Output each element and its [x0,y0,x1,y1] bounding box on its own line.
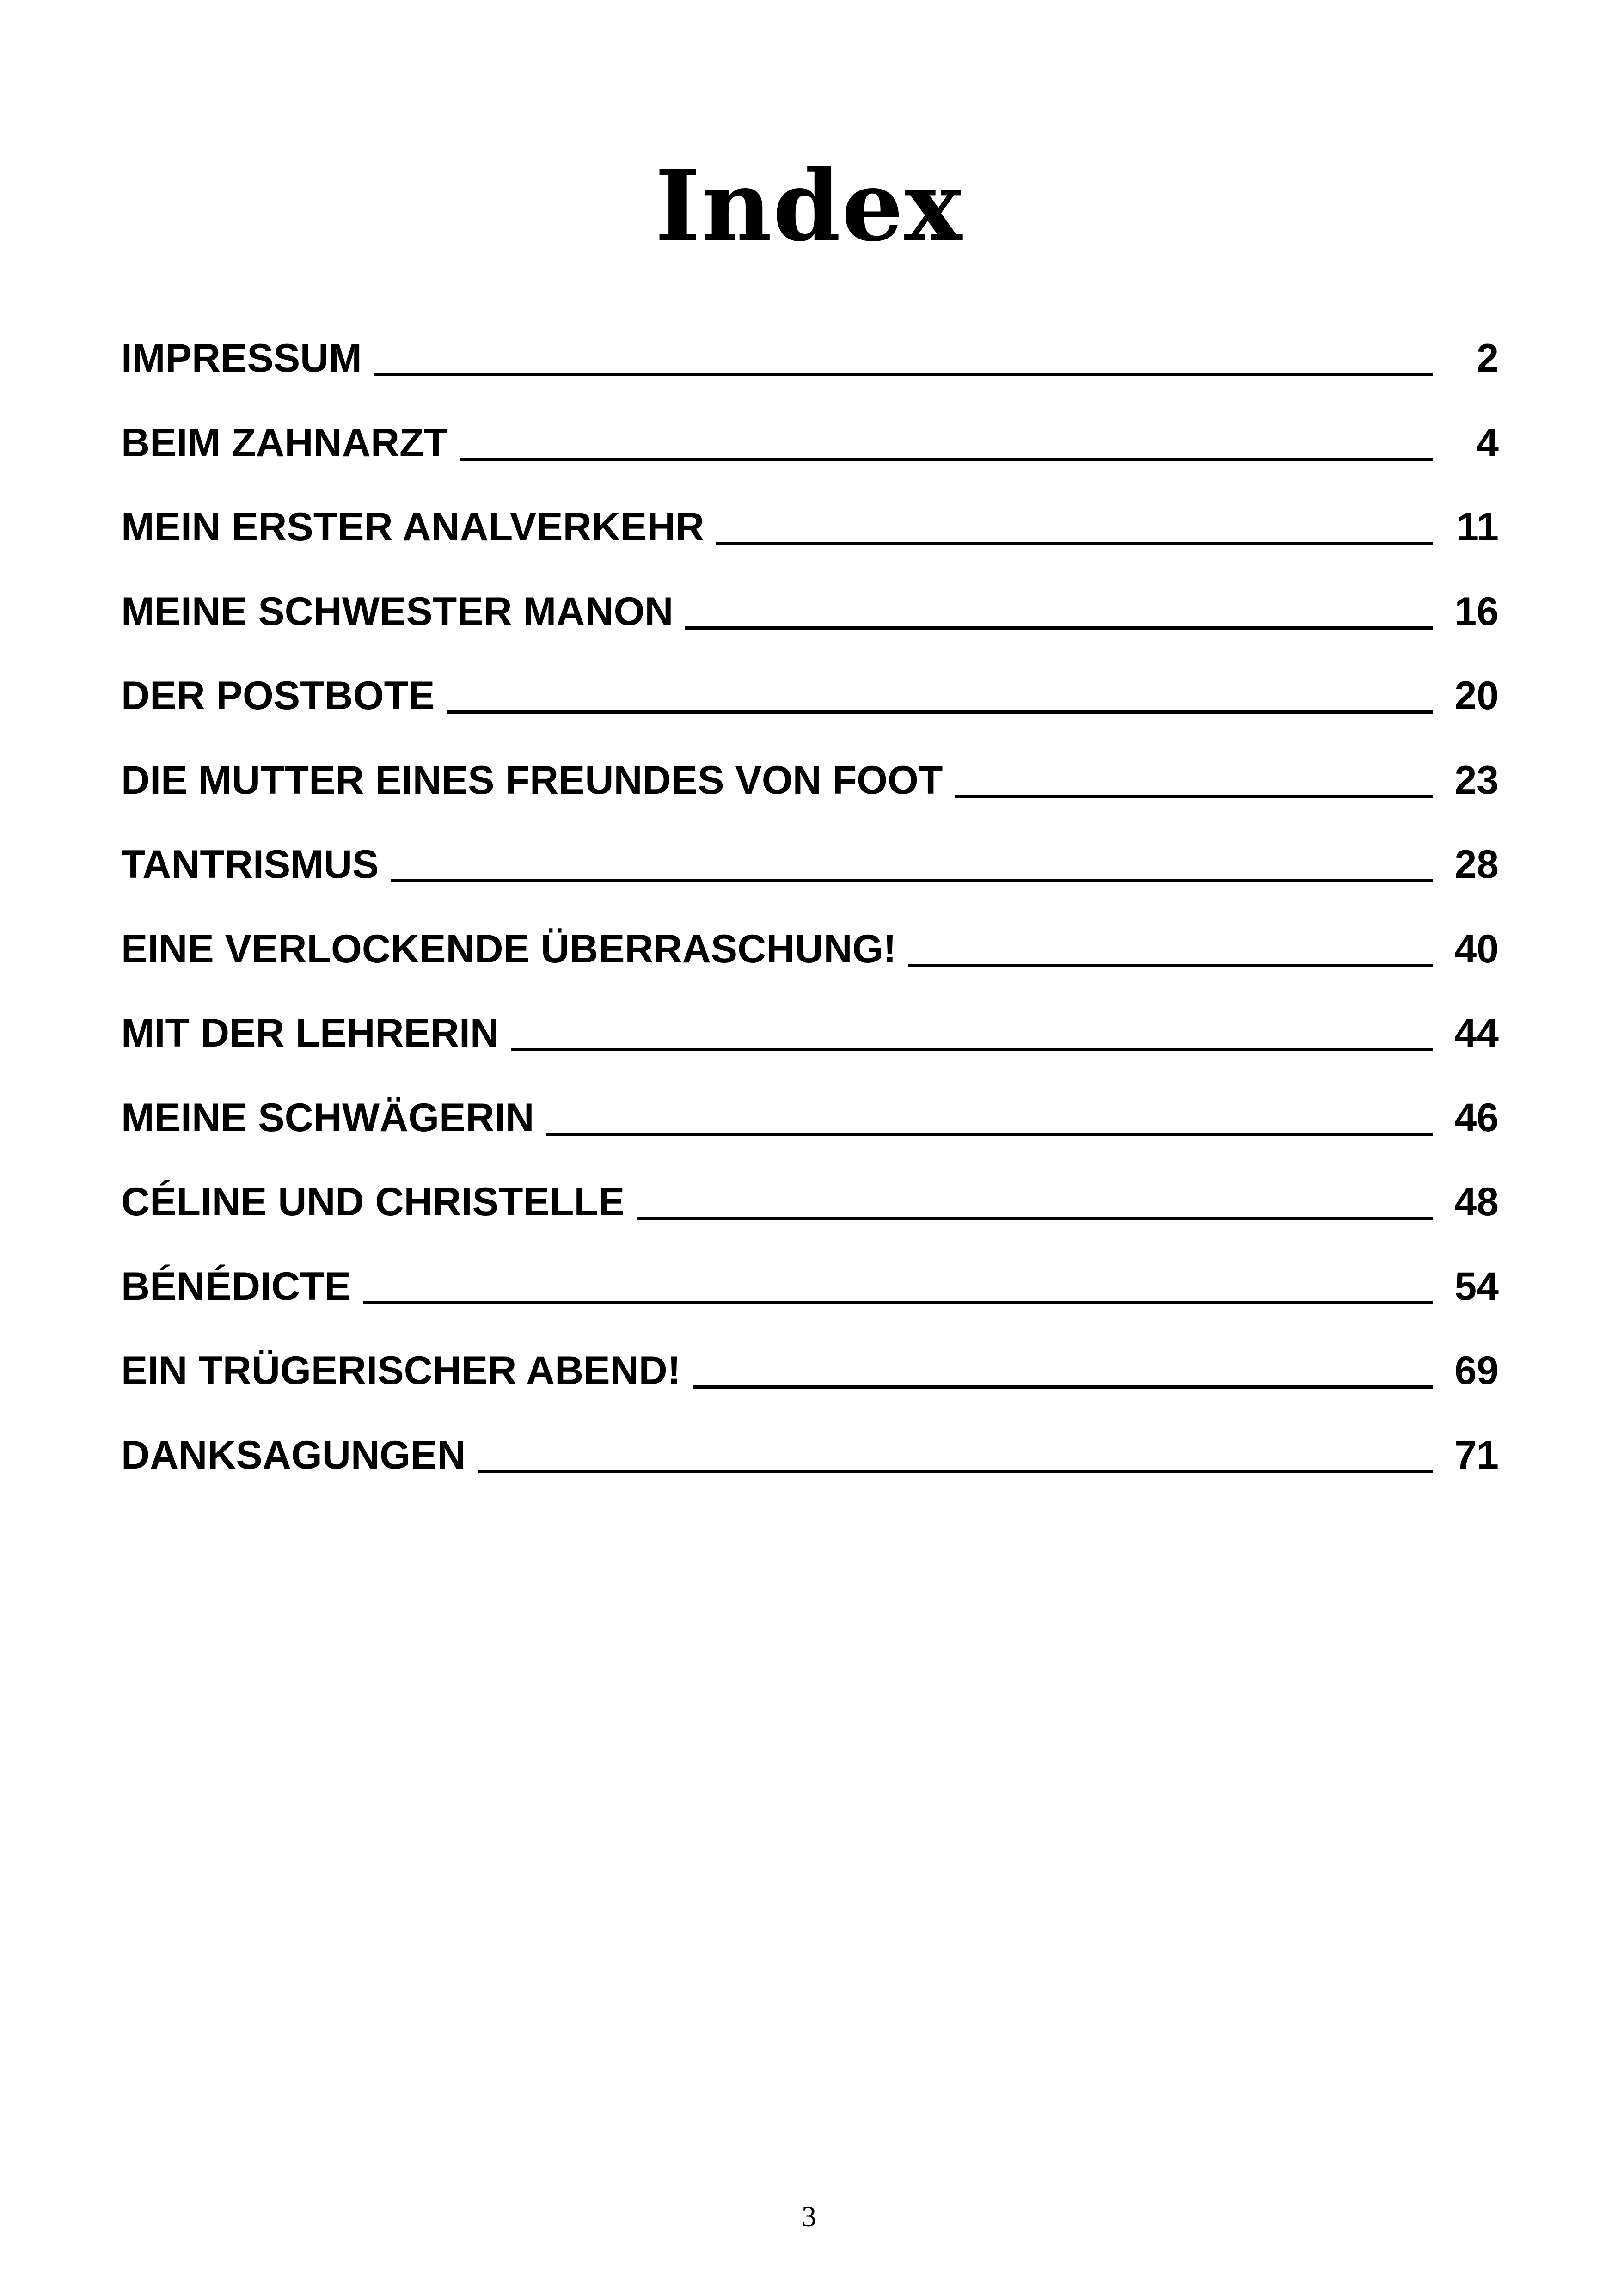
toc-entry-title: BEIM ZAHNARZT [121,420,448,465]
toc-entry-title: DER POSTBOTE [121,673,435,718]
toc-entry[interactable] [121,1008,1499,1092]
toc-entry[interactable] [121,839,1499,924]
toc-entry-page: 48 [1454,1180,1499,1224]
toc-entry[interactable] [121,417,1499,502]
toc-entry-page: 16 [1454,589,1499,634]
toc-entry[interactable] [121,1092,1499,1177]
toc-leader-line [511,1048,1433,1051]
toc-entry-title: MEIN ERSTER ANALVERKEHR [121,505,705,549]
toc-entry-page: 2 [1477,336,1499,380]
toc-entry[interactable] [121,1261,1499,1346]
toc-entry-page: 4 [1477,420,1499,465]
toc-entry-page: 46 [1454,1095,1499,1140]
table-of-contents [121,333,1499,1514]
toc-leader-line [374,373,1433,376]
toc-entry-title: EIN TRÜGERISCHER ABEND! [121,1348,681,1393]
toc-entry-title: MEINE SCHWÄGERIN [121,1095,534,1140]
toc-entry-title: IMPRESSUM [121,336,362,380]
toc-leader-line [460,458,1433,461]
toc-leader-line [546,1133,1433,1136]
toc-entry-title: TANTRISMUS [121,842,379,887]
toc-entry-page: 20 [1454,673,1499,718]
toc-entry-page: 71 [1454,1433,1499,1477]
toc-leader-line [637,1217,1433,1220]
toc-entry-title: DIE MUTTER EINES FREUNDES VON FOOT [121,758,943,802]
toc-entry[interactable] [121,502,1499,586]
toc-entry-page: 54 [1454,1264,1499,1309]
toc-entry[interactable] [121,755,1499,839]
toc-entry[interactable] [121,1430,1499,1514]
page-title: Index [655,148,963,263]
toc-leader-line [447,710,1433,714]
toc-entry[interactable] [121,1345,1499,1430]
toc-entry-title: DANKSAGUNGEN [121,1433,466,1477]
toc-leader-line [716,542,1433,545]
toc-entry[interactable] [121,333,1499,417]
toc-entry[interactable] [121,670,1499,755]
toc-leader-line [693,1385,1433,1389]
toc-leader-line [363,1301,1433,1304]
toc-leader-line [908,964,1433,967]
toc-entry-page: 69 [1454,1348,1499,1393]
toc-leader-line [685,626,1433,630]
toc-entry-title: CÉLINE UND CHRISTELLE [121,1180,625,1224]
toc-entry-title: EINE VERLOCKENDE ÜBERRASCHUNG! [121,926,897,971]
toc-leader-line [478,1470,1433,1473]
toc-leader-line [391,879,1433,882]
toc-entry-title: MIT DER LEHRERIN [121,1011,499,1055]
toc-entry[interactable] [121,586,1499,671]
toc-entry-page: 11 [1457,505,1499,549]
toc-entry-page: 23 [1454,758,1499,802]
toc-entry[interactable] [121,1176,1499,1261]
toc-leader-line [955,795,1433,798]
page-number: 3 [802,2200,816,2233]
toc-entry-page: 44 [1454,1011,1499,1055]
toc-entry-page: 40 [1454,926,1499,971]
toc-entry-page: 28 [1454,842,1499,887]
toc-entry-title: MEINE SCHWESTER MANON [121,589,674,634]
toc-entry-title: BÉNÉDICTE [121,1264,351,1309]
toc-entry[interactable] [121,924,1499,1008]
